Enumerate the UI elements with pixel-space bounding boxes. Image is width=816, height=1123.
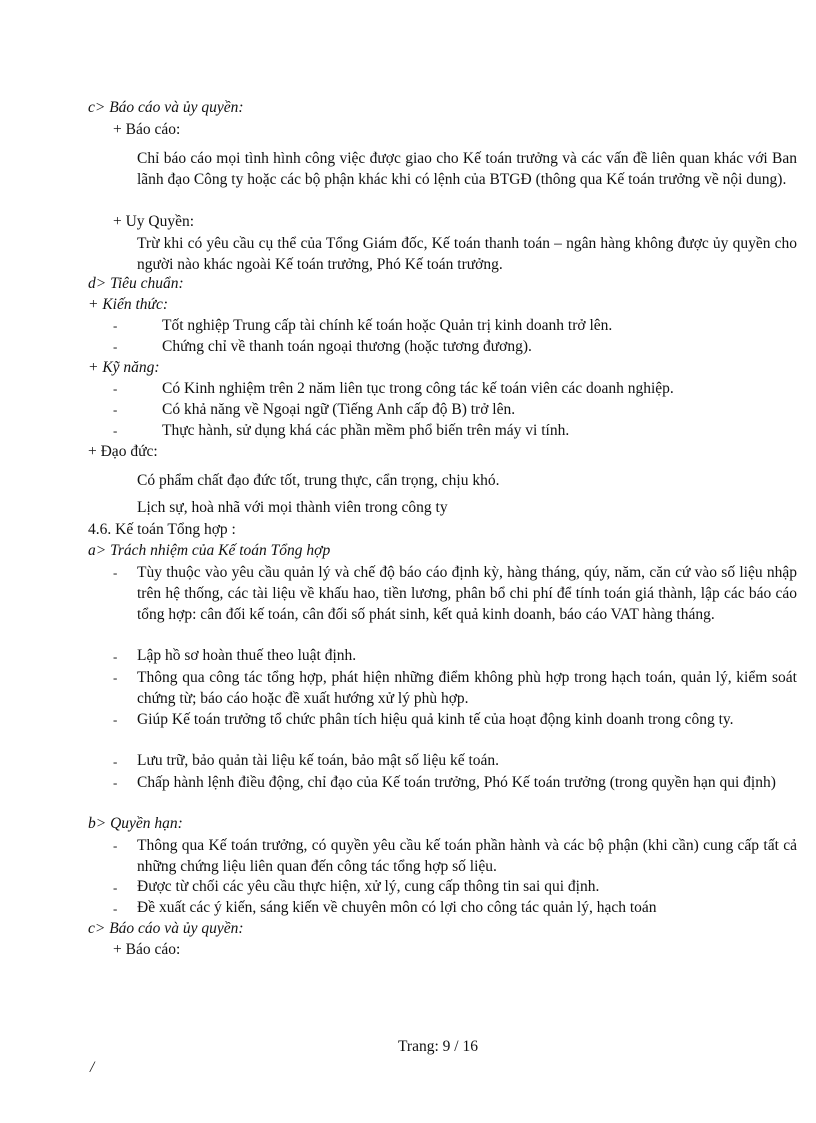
authority-label: + Uy Quyền:: [113, 213, 195, 230]
authority-text: Trừ khi có yêu cầu cụ thể của Tổng Giám đốc, Kế toán thanh toán – ngân hàng không được ủy quyền cho người nào khác ngoài Kế toán trưởng, Phó Kế toán trưởng.: [137, 235, 797, 273]
dash-marker: -: [113, 670, 118, 685]
corner-mark: /: [90, 1059, 95, 1076]
dash-marker: -: [113, 880, 118, 895]
skills-item: Có Kinh nghiệm trên 2 năm liên tục trong công tác kế toán viên các doanh nghiệp.: [162, 380, 674, 397]
knowledge-item: Chứng chỉ về thanh toán ngoại thương (hoặc tương đương).: [162, 338, 532, 355]
dash-marker: -: [113, 754, 118, 769]
section-c-heading: c> Báo cáo và ủy quyền:: [88, 99, 244, 116]
dash-marker: -: [113, 565, 118, 580]
responsibility-item: Thông qua công tác tổng hợp, phát hiện những điểm không phù hợp trong hạch toán, quản lý, kiểm soát chứng từ; báo cáo hoặc đề xuất hướng xử lý phù hợp.: [137, 669, 797, 707]
page-number: Trang: 9 / 16: [398, 1038, 478, 1055]
responsibility-item: Chấp hành lệnh điều động, chỉ đạo của Kế toán trưởng, Phó Kế toán trưởng (trong quyền hạn qui định): [137, 774, 776, 791]
dash-marker: -: [113, 712, 118, 727]
dash-marker: -: [113, 838, 118, 853]
dash-marker: -: [113, 775, 118, 790]
dash-marker: -: [113, 402, 118, 417]
dash-marker: -: [113, 339, 118, 354]
section-a-heading: a> Trách nhiệm của Kế toán Tổng hợp: [88, 542, 331, 559]
knowledge-item: Tốt nghiệp Trung cấp tài chính kế toán hoặc Quản trị kinh doanh trở lên.: [162, 317, 613, 334]
responsibility-item: Giúp Kế toán trưởng tổ chức phân tích hiệu quả kinh tế của hoạt động kinh doanh trong công ty.: [137, 711, 734, 728]
authority-item: Được từ chối các yêu cầu thực hiện, xử lý, cung cấp thông tin sai qui định.: [137, 878, 600, 895]
responsibility-item: Lập hồ sơ hoàn thuế theo luật định.: [137, 647, 357, 664]
knowledge-label: + Kiến thức:: [88, 296, 169, 313]
skills-label: + Kỹ năng:: [88, 359, 160, 376]
ethics-item: Lịch sự, hoà nhã với mọi thành viên trong công ty: [137, 499, 448, 516]
dash-marker: -: [113, 423, 118, 438]
section-d-heading: d> Tiêu chuẩn:: [88, 275, 184, 292]
section-b-heading: b> Quyền hạn:: [88, 815, 183, 832]
section-c2-heading: c> Báo cáo và ủy quyền:: [88, 920, 244, 937]
skills-item: Có khả năng về Ngoại ngữ (Tiếng Anh cấp độ B) trở lên.: [162, 401, 516, 418]
section-4-6-title: 4.6. Kế toán Tổng hợp :: [88, 521, 236, 538]
authority-item: Đề xuất các ý kiến, sáng kiến về chuyên môn có lợi cho công tác quản lý, hạch toán: [137, 899, 657, 916]
dash-marker: -: [113, 901, 118, 916]
ethics-item: Có phẩm chất đạo đức tốt, trung thực, cẩn trọng, chịu khó.: [137, 472, 500, 489]
report-text: Chỉ báo cáo mọi tình hình công việc được giao cho Kế toán trưởng và các vấn đề liên quan khác với Ban lãnh đạo Công ty hoặc các bộ phận khác khi có lệnh của BTGĐ (thông qua Kế toán trưởng về nội dung).: [137, 150, 797, 188]
report-label: + Báo cáo:: [113, 121, 181, 138]
skills-item: Thực hành, sử dụng khá các phần mềm phổ biến trên máy vi tính.: [162, 422, 570, 439]
dash-marker: -: [113, 318, 118, 333]
report-label-2: + Báo cáo:: [113, 941, 181, 958]
dash-marker: -: [113, 381, 118, 396]
responsibility-item: Lưu trữ, bảo quản tài liệu kế toán, bảo mật số liệu kế toán.: [137, 752, 500, 769]
ethics-label: + Đạo đức:: [88, 443, 158, 460]
responsibility-item: Tùy thuộc vào yêu cầu quản lý và chế độ báo cáo định kỳ, hàng tháng, qúy, năm, căn cứ vào số liệu nhập trên hệ thống, các tài liệu về khấu hao, tiền lương, phân bổ chi phí để tính toán giá thành, lập các báo cáo tổng hợp: cân đối kế toán, cân đối số phát sinh, kết quả kinh doanh, báo cáo VAT hàng tháng.: [137, 564, 797, 623]
dash-marker: -: [113, 649, 118, 664]
authority-item: Thông qua Kế toán trưởng, có quyền yêu cầu kế toán phần hành và các bộ phận (khi cần) cung cấp tất cả những chứng liệu liên quan đến công tác tổng hợp số liệu.: [137, 837, 797, 875]
